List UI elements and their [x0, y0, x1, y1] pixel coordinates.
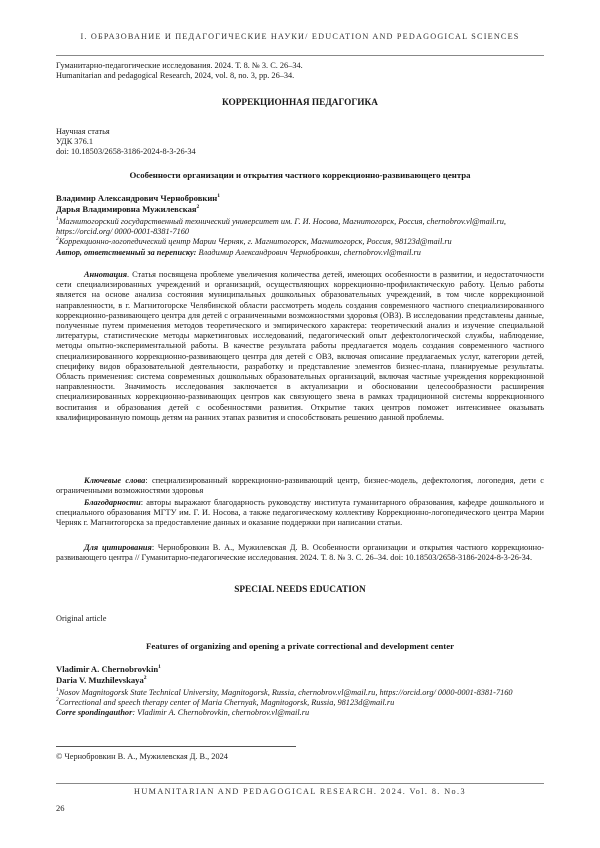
affiliation-en-1: $^1$Nosov Magnitogorsk State Technical University, Magnitogorsk, Russia, chernobrov.vl@mail.ru, https://orcid.org/ 0000-0001-8381-7160 — [56, 687, 513, 697]
doi: doi: 10.18503/2658-3186-2024-8-3-26-34 — [56, 147, 196, 157]
article-title-en: Features of organizing and opening a private correctional and development center — [145, 641, 455, 651]
citation-ru: Гуманитарно-педагогические исследования. 2024. Т. 8. № 3. С. 26–34. — [56, 61, 303, 70]
udc: УДК 376.1 — [56, 137, 93, 147]
author-en-1: Vladimir A. Chernobrovkin$^1$ — [56, 664, 161, 674]
affiliation-ru-2: $^2$Коррекционно-логопедический центр Марии Черняк, г. Магнитогорск, Магнитогорск, Россия, 98123d@mail.ru — [56, 236, 452, 247]
page-number: 26 — [56, 803, 65, 813]
article-title-ru: Особенности организации и открытия частного коррекционно-развивающего центра — [129, 170, 471, 180]
header-rule — [56, 55, 544, 56]
authors-en — [56, 664, 544, 686]
article-type-en: Original article — [56, 614, 107, 623]
copyright: © Чернобровкин В. А., Мужилевская Д. В., 2024 — [56, 752, 228, 761]
corresponding-author-ru: Автор, ответственный за переписку: Владимир Александрович Чернобровкин, chernobrov.vl@mail.ru — [56, 247, 421, 257]
acknowledgements-ru: Благодарности: авторы выражают благодарность руководству института гуманитарного образования, кафедре дошкольного и специального образования МГТУ им. Г. И. Носова, а также педагогическому коллективу Коррекционно-логопедического центра Марии Черняк г. Магнитогорска за предоставление данных и оказание поддержки при написании статьи. — [56, 498, 544, 528]
author-en-2: Daria V. Muzhilevskaya$^2$ — [56, 675, 147, 685]
citation-en: Humanitarian and pedagogical Research, 2024, vol. 8, no. 3, pp. 26–34. — [56, 71, 295, 81]
rubric-ru: КОРРЕКЦИОННАЯ ПЕДАГОГИКА — [221, 98, 378, 108]
footnote-rule — [56, 746, 296, 747]
article-type-ru: Научная статья — [56, 127, 110, 136]
authors-ru — [56, 193, 544, 215]
citation-block — [56, 61, 544, 81]
affiliations-ru — [56, 217, 544, 258]
running-header: I. ОБРАЗОВАНИЕ И ПЕДАГОГИЧЕСКИЕ НАУКИ/ EDUCATION AND PEDAGOGICAL SCIENCES — [80, 32, 520, 41]
author-ru-1: Владимир Александрович Чернобровкин$^1$ — [56, 193, 220, 203]
corresponding-author-en: Corre spondingauthor: Vladimir A. Chernobrovkin, chernobrov.vl@mail.ru — [56, 708, 310, 718]
affiliations-en — [56, 688, 544, 719]
rubric-en: SPECIAL NEEDS EDUCATION — [234, 585, 366, 595]
keywords-ru: Ключевые слова: специализированный коррекционно-развивающий центр, бизнес-модель, дефектология, логопедия, дети с ограниченными возможностями здоровья — [56, 476, 544, 496]
running-footer: HUMANITARIAN AND PEDAGOGICAL RESEARCH. 2024. Vol. 8. No.3 — [134, 787, 466, 796]
footer-rule — [56, 783, 544, 784]
author-ru-2: Дарья Владимировна Мужилевская$^2$ — [56, 204, 200, 214]
citation-info-ru: Для цитирования: Чернобровкин В. А., Мужилевская Д. В. Особенности организации и открытия частного коррекционно-развивающего центра // Гуманитарно-педагогические исследования. 2024. Т. 8. № 3. С. 26–34. doi: 10.18503/2658-3186-2024-8-3-26-34. — [56, 543, 544, 563]
article-meta-ru — [56, 127, 544, 158]
affiliation-ru-1: $^1$Магнитогорский государственный технический университет им. Г. И. Носова, Магнитогорск, Россия, chernobrov.vl@mail.ru, https://orcid.org/ 0000-0001-8381-7160 — [56, 216, 506, 237]
affiliation-en-2: $^2$Correctional and speech therapy center of Maria Chernyak, Magnitogorsk, Russia, 98123d@mail.ru — [56, 697, 395, 708]
abstract-ru: Аннотация. Статья посвящена проблеме увеличения количества детей, имеющих особенности в развитии, и недостаточности сети специализированных учреждений и организаций, осуществляющих коррекционно-профилактическую работу. Целью работы является на основе анализа состояния муниципальных дошкольных образовательных учреждений, в том числе коррекционной направленности, в г. Магнитогорске Челябинской области рассмотреть модель создания современного частного специализированного коррекционно-развивающего центра для детей с ограниченными возможностями здоровья (ОВЗ). В исследовании представлены данные, полученные путем применения методов теоретического и эмпирического характера: теоретический анализ и изучение специальной литературы, статистические методы маркетинговых исследований, педагогический опыт дефектологической службы, наблюдение, методы опытно-экспериментальной работы. В качестве результата работы предлагается модель создания современного частного специализированного коррекционно-развивающего центра для детей с ОВЗ, включая описание предлагаемых услуг, категории детей, специфику видов образовательной деятельности, разработку и представление элементов бизнес-плана, планируемые результаты. Область применения: система современных дошкольных образовательных организаций, включая частные учреждения коррекционной направленности. Значимость исследования заключается в актуализации и обосновании целесообразности расширения специализированных коррекционно-развивающих центров как связующего звена в рамках традиционной системы коррекционного воспитания и образования детей с особенностями развития. Открытие таких центров поможет интенсивнее оказывать квалифицированную помощь детям на ранних этапах развития и способствовать решению данной проблемы. — [56, 270, 544, 422]
